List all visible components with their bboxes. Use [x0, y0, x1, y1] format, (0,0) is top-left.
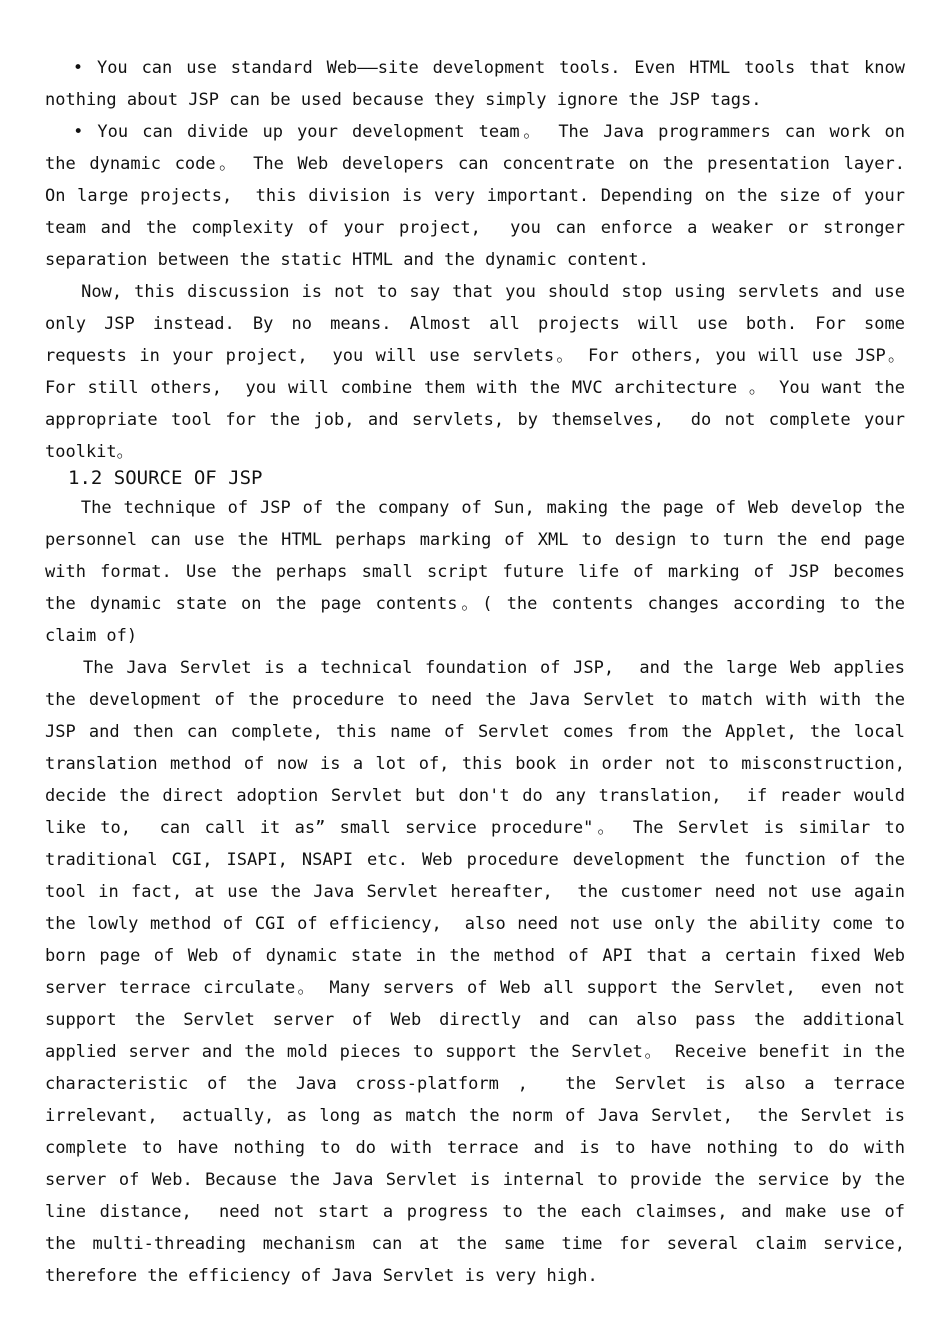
- body-line: the dynamic code。 The Web developers can concentrate on the presentation layer.: [45, 154, 905, 174]
- body-line: The Java Servlet is a technical foundation of JSP, and the large Web applies: [45, 658, 905, 678]
- body-line: only JSP instead. By no means. Almost all projects will use both. For some: [45, 314, 905, 334]
- body-line: nothing about JSP can be used because they simply ignore the JSP tags.: [45, 90, 762, 110]
- section-heading: 1.2 SOURCE OF JSP: [68, 467, 263, 489]
- body-line: with format. Use the perhaps small script future life of marking of JSP becomes: [45, 562, 905, 582]
- body-line: separation between the static HTML and the dynamic content.: [45, 250, 649, 270]
- body-line: On large projects, this division is very important. Depending on the size of your: [45, 186, 905, 206]
- body-line: server terrace circulate。 Many servers of Web all support the Servlet, even not: [45, 978, 905, 998]
- body-line: born page of Web of dynamic state in the method of API that a certain fixed Web: [45, 946, 905, 966]
- body-line: applied server and the mold pieces to support the Servlet。 Receive benefit in the: [45, 1042, 905, 1062]
- body-line: personnel can use the HTML perhaps marking of XML to design to turn the end page: [45, 530, 905, 550]
- body-line: Now, this discussion is not to say that you should stop using servlets and use: [45, 282, 905, 302]
- body-line: support the Servlet server of Web directly and can also pass the additional: [45, 1010, 905, 1030]
- body-line: claim of): [45, 626, 138, 646]
- body-line: JSP and then can complete, this name of Servlet comes from the Applet, the local: [45, 722, 905, 742]
- body-line: • You can use standard Web——site development tools. Even HTML tools that know: [45, 58, 905, 78]
- body-line: the dynamic state on the page contents。( the contents changes according to the: [45, 594, 905, 614]
- body-line: the multi-threading mechanism can at the same time for several claim service,: [45, 1234, 905, 1254]
- body-line: team and the complexity of your project, you can enforce a weaker or stronger: [45, 218, 905, 238]
- body-line: like to, can call it as” small service procedure"。 The Servlet is similar to: [45, 818, 905, 838]
- body-line: requests in your project, you will use servlets。 For others, you will use JSP。: [45, 346, 905, 366]
- body-line: line distance, need not start a progress to the each claimses, and make use of: [45, 1202, 905, 1222]
- body-line: translation method of now is a lot of, this book in order not to misconstruction,: [45, 754, 905, 774]
- body-line: traditional CGI, ISAPI, NSAPI etc. Web procedure development the function of the: [45, 850, 905, 870]
- body-line: tool in fact, at use the Java Servlet hereafter, the customer need not use again: [45, 882, 905, 902]
- body-line: irrelevant, actually, as long as match the norm of Java Servlet, the Servlet is: [45, 1106, 905, 1126]
- body-line: characteristic of the Java cross-platform , the Servlet is also a terrace: [45, 1074, 905, 1094]
- body-line: complete to have nothing to do with terrace and is to have nothing to do with: [45, 1138, 905, 1158]
- body-line: appropriate tool for the job, and servlets, by themselves, do not complete your: [45, 410, 905, 430]
- body-line: The technique of JSP of the company of Sun, making the page of Web develop the: [45, 498, 905, 518]
- body-line: the lowly method of CGI of efficiency, also need not use only the ability come to: [45, 914, 905, 934]
- body-line: toolkit。: [45, 442, 134, 462]
- body-line: For still others, you will combine them with the MVC architecture 。 You want the: [45, 378, 905, 398]
- body-line: decide the direct adoption Servlet but don't do any translation, if reader would: [45, 786, 905, 806]
- body-line: server of Web. Because the Java Servlet is internal to provide the service by the: [45, 1170, 905, 1190]
- body-line: therefore the efficiency of Java Servlet is very high.: [45, 1266, 598, 1286]
- body-line: the development of the procedure to need the Java Servlet to match with with the: [45, 690, 905, 710]
- body-line: • You can divide up your development team。 The Java programmers can work on: [45, 122, 905, 142]
